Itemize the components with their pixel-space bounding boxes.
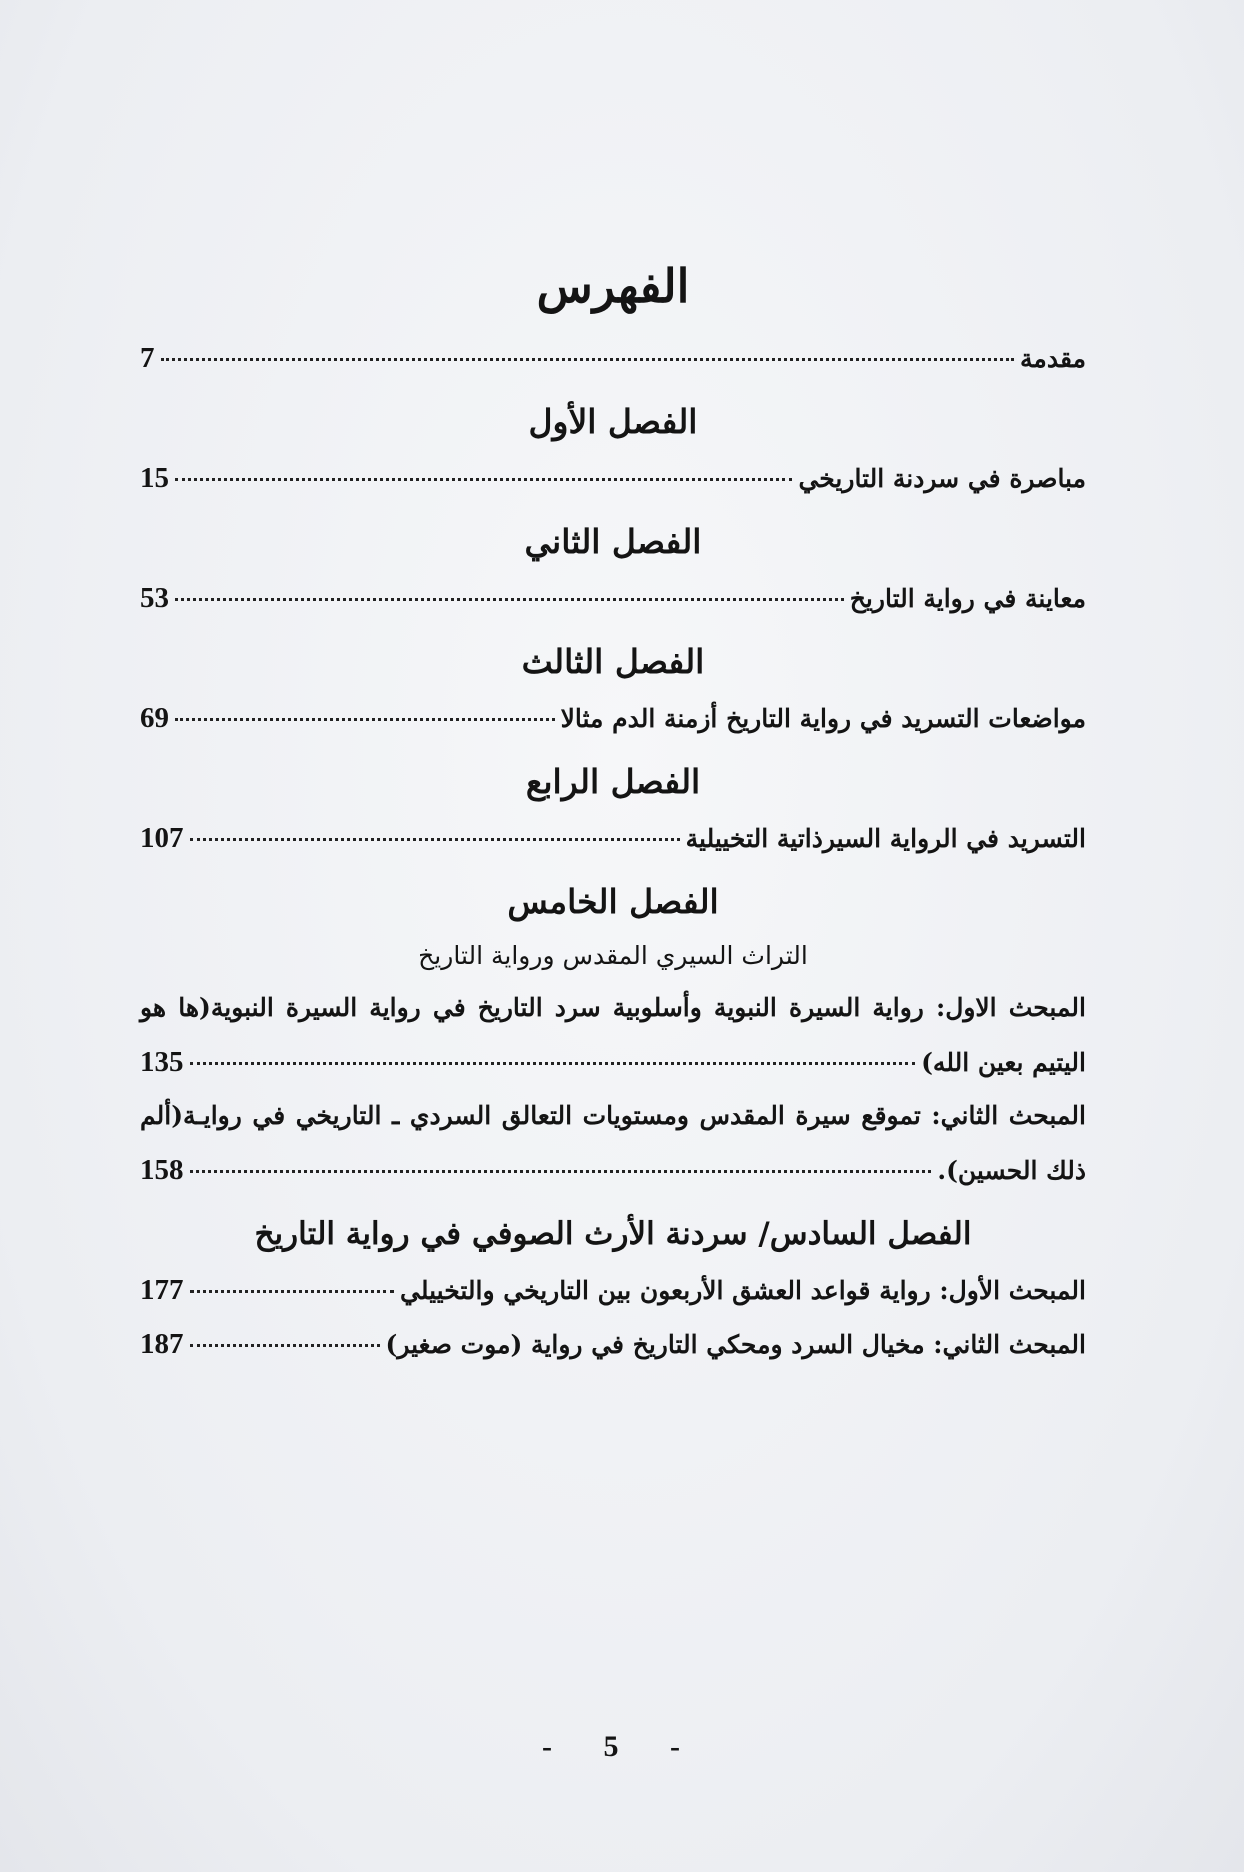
dot-leader — [175, 598, 844, 601]
entry-title-line-2-row — [140, 1035, 1086, 1089]
entry-page-number: 53 — [140, 582, 169, 614]
entry-title: مباصرة في سردنة التاريخي — [798, 464, 1086, 493]
chapter-1-heading: الفصل الأول — [528, 402, 698, 441]
entry-title: التسريد في الرواية السيرذاتية التخييلية — [685, 824, 1086, 853]
toc-entry-chapter-6-section-2 — [140, 1317, 1086, 1371]
entry-page-number: 69 — [140, 702, 169, 734]
toc-entry-chapter-5-section-1 — [140, 981, 1086, 1089]
entry-title-line-2-row — [140, 1143, 1086, 1197]
toc-entry-chapter-3 — [140, 691, 1086, 745]
entry-page-number: 177 — [140, 1274, 184, 1306]
toc-entry-chapter-2 — [140, 571, 1086, 625]
dot-leader — [190, 1062, 916, 1065]
dot-leader — [161, 358, 1015, 361]
entry-title-line-1: المبحث الثاني: تموقع سيرة المقدس ومستويات التعالق السردي ـ التاريخي في روايـة(ألم — [140, 1101, 1086, 1130]
chapter-5-heading: الفصل الخامس — [507, 882, 719, 921]
dot-leader — [175, 718, 555, 721]
toc-entry-chapter-6-section-1 — [140, 1263, 1086, 1317]
entry-title-line-2: ذلك الحسين). — [937, 1156, 1086, 1185]
chapter-3-heading: الفصل الثالث — [521, 642, 705, 681]
entry-page-number: 158 — [140, 1154, 184, 1186]
entry-title: المبحث الثاني: مخيال السرد ومحكي التاريخ في رواية (موت صغير) — [385, 1330, 1086, 1359]
entry-title: معاينة في رواية التاريخ — [849, 584, 1086, 613]
dot-leader — [190, 1170, 932, 1173]
chapter-2-heading: الفصل الثاني — [524, 522, 702, 561]
dot-leader — [190, 1344, 380, 1347]
entry-page-number: 135 — [140, 1046, 184, 1078]
toc-entry-chapter-5-section-2 — [140, 1089, 1086, 1197]
entry-title: مواضعات التسريد في رواية التاريخ أزمنة الدم مثالا — [560, 704, 1086, 733]
entry-title-line-1: المبحث الاول: رواية السيرة النبوية وأسلوبية سرد التاريخ في رواية السيرة النبوية(ها هو — [140, 993, 1086, 1022]
table-of-contents — [140, 255, 1086, 1371]
entry-title-line-2: اليتيم بعين الله) — [921, 1048, 1086, 1077]
entry-page-number: 7 — [140, 342, 155, 374]
entry-page-number: 15 — [140, 462, 169, 494]
chapter-6-heading: الفصل السادس/ سردنة الأرث الصوفي في رواية التاريخ — [254, 1216, 972, 1252]
dot-leader — [175, 478, 792, 481]
dot-leader — [190, 838, 680, 841]
toc-entry-chapter-4 — [140, 811, 1086, 865]
toc-entry-intro — [140, 331, 1086, 385]
chapter-5-subtitle: التراث السيري المقدس ورواية التاريخ — [418, 941, 808, 970]
entry-title: مقدمة — [1020, 344, 1086, 373]
entry-page-number: 187 — [140, 1328, 184, 1360]
entry-page-number: 107 — [140, 822, 184, 854]
entry-title: المبحث الأول: رواية قواعد العشق الأربعون بين التاريخي والتخييلي — [400, 1276, 1086, 1305]
toc-title: الفهرس — [536, 259, 690, 313]
page-number-footer: - 5 - — [542, 1730, 702, 1763]
dot-leader — [190, 1290, 395, 1293]
chapter-4-heading: الفصل الرابع — [525, 762, 701, 801]
toc-entry-chapter-1 — [140, 451, 1086, 505]
